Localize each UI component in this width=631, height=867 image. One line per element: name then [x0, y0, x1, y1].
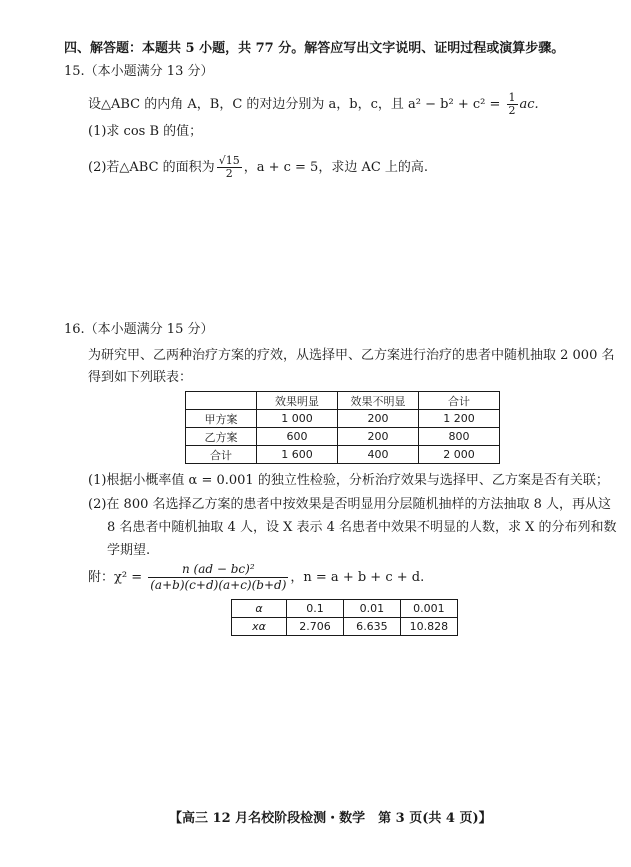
- formula-suffix: ，n = a + b + c + d.: [290, 570, 425, 585]
- q16-part2-line1: (2)在 800 名选择乙方案的患者中按效果是否明显用分层随机抽样的方法抽取 8 人，再从这: [88, 497, 612, 512]
- section-header: 四、解答题：本题共 5 小题，共 77 分。解答应写出文字说明、证明过程或演算步骤。: [64, 41, 565, 56]
- table-cell: 400: [338, 446, 419, 464]
- q15-stem-fraction: [507, 92, 518, 117]
- table-cell: 2.706: [287, 618, 344, 636]
- table-header: 合计: [419, 392, 500, 410]
- table-row: [186, 410, 500, 428]
- q15-title: 15.（本小题满分 13 分）: [64, 64, 214, 79]
- table-header: 效果不明显: [338, 392, 419, 410]
- q16-part1: (1)根据小概率值 α = 0.001 的独立性检验，分析治疗效果与选择甲、乙方案是否有关联；: [88, 473, 609, 488]
- formula-denominator: (a+b)(c+d)(a+c)(b+d): [150, 578, 287, 592]
- q15-part2-frac-den: 2: [225, 167, 233, 180]
- q15-stem-prefix: 设△ABC 的内角 A，B，C 的对边分别为 a，b，c，且 a² − b² + c² =: [88, 97, 505, 112]
- table-header: 效果明显: [257, 392, 338, 410]
- table-cell: 2 000: [419, 446, 500, 464]
- table-cell: 1 600: [257, 446, 338, 464]
- contingency-table: [185, 391, 500, 464]
- table-cell: 10.828: [400, 618, 457, 636]
- q15-part2: [88, 155, 428, 180]
- table-cell: 1 000: [257, 410, 338, 428]
- table-cell: 1 200: [419, 410, 500, 428]
- q16-intro-line1: 为研究甲、乙两种治疗方案的疗效，从选择甲、乙方案进行治疗的患者中随机抽取 2 000 名: [88, 348, 615, 363]
- table-cell: 200: [338, 428, 419, 446]
- q15-stem: [88, 92, 539, 117]
- table-cell: xα: [232, 618, 287, 636]
- table-row: [186, 446, 500, 464]
- table-cell: 800: [419, 428, 500, 446]
- table-row: [232, 600, 458, 618]
- table-cell: 乙方案: [186, 428, 257, 446]
- q15-part1: (1)求 cos B 的值；: [88, 124, 203, 139]
- q16-title: 16.（本小题满分 15 分）: [64, 322, 214, 337]
- critical-values-table: [231, 599, 458, 636]
- q15-stem-frac-den: 2: [508, 104, 516, 117]
- chi-square-formula: [88, 562, 424, 593]
- q15-part2-prefix: (2)若△ABC 的面积为: [88, 160, 215, 175]
- table-cell: 0.1: [287, 600, 344, 618]
- formula-prefix: 附：χ² =: [88, 570, 147, 585]
- table-cell: α: [232, 600, 287, 618]
- table-row: [232, 618, 458, 636]
- table-row: [186, 392, 500, 410]
- formula-numerator: n (ad − bc)²: [148, 562, 288, 578]
- q15-stem-suffix: ac.: [519, 97, 539, 112]
- table-cell: [186, 392, 257, 410]
- q15-part2-suffix: ，a + c = 5，求边 AC 上的高.: [243, 160, 429, 175]
- table-cell: 200: [338, 410, 419, 428]
- q16-intro-line2: 得到如下列联表：: [88, 370, 193, 385]
- table-row: [186, 428, 500, 446]
- q15-part2-fraction: [217, 155, 242, 180]
- table-cell: 6.635: [343, 618, 400, 636]
- table-cell: 0.001: [400, 600, 457, 618]
- table-cell: 合计: [186, 446, 257, 464]
- table-cell: 600: [257, 428, 338, 446]
- formula-fraction: [148, 562, 288, 593]
- table-cell: 甲方案: [186, 410, 257, 428]
- q15-part2-frac-num: √15: [218, 154, 240, 167]
- q16-part2-line3: 学期望.: [107, 543, 151, 558]
- q15-stem-frac-num: 1: [508, 91, 516, 104]
- q16-part2-line2: 8 名患者中随机抽取 4 人，设 X 表示 4 名患者中效果不明显的人数，求 X 的分布列和数: [107, 520, 617, 535]
- table-cell: 0.01: [343, 600, 400, 618]
- page-footer: 【高三 12 月名校阶段检测・数学 第 3 页(共 4 页)】: [169, 811, 492, 826]
